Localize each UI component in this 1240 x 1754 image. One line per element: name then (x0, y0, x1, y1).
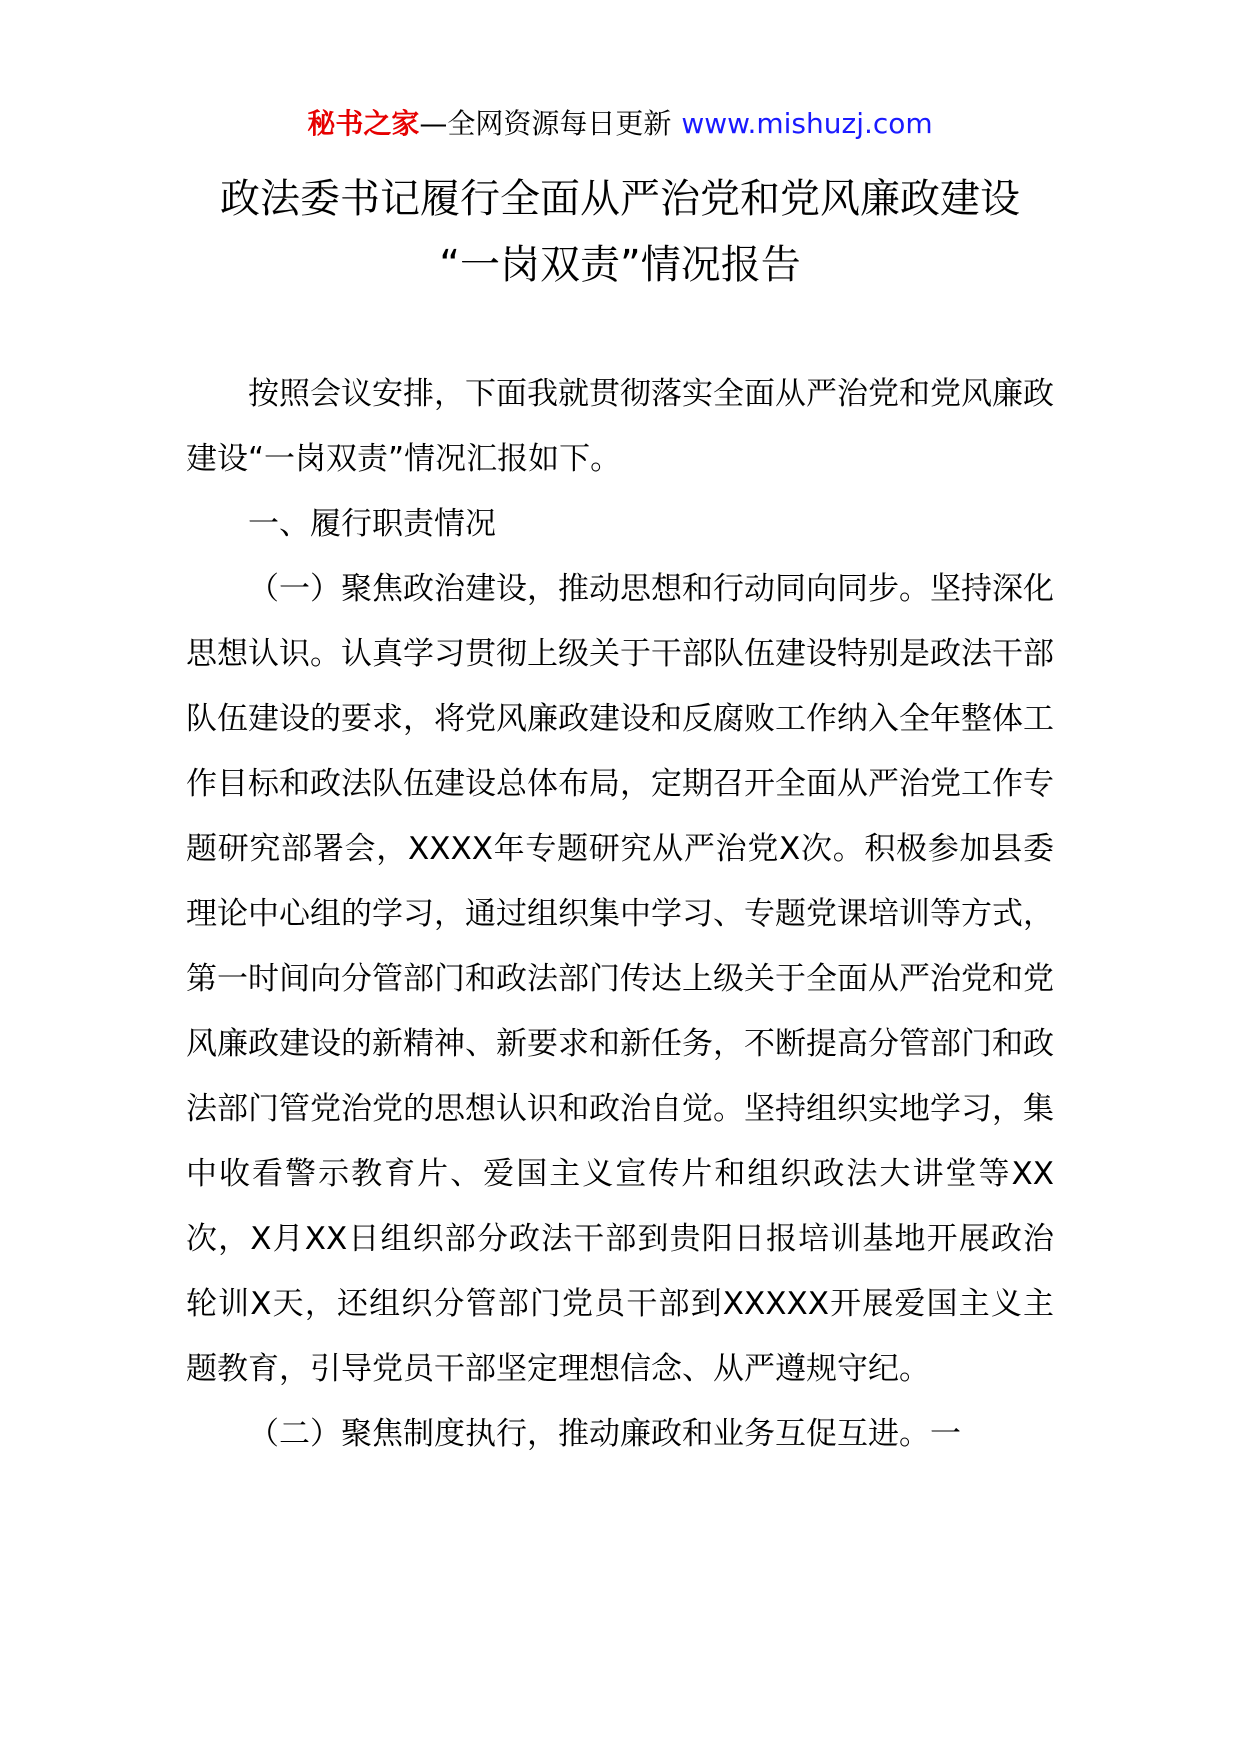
banner-tagline: —全网资源每日更新 (419, 107, 672, 140)
title-line-2: “一岗双责”情况报告 (439, 242, 801, 288)
site-banner (0, 104, 1240, 144)
document-title (0, 166, 1240, 298)
document-body (186, 362, 1054, 1467)
title-line-1: 政法委书记履行全面从严治党和党风廉政建设 (220, 176, 1020, 222)
intro-paragraph: 按照会议安排，下面我就贯彻落实全面从严治党和党风廉政建设“一岗双责”情况汇报如下。 (186, 376, 1054, 477)
site-url[interactable]: www.mishuzj.com (681, 107, 933, 140)
body-paragraph: （一）聚焦政治建设，推动思想和行动同向同步。坚持深化思想认识。认真学习贯彻上级关于干部队伍建设特别是政法干部队伍建设的要求，将党风廉政建设和反腐败工作纳入全年整体工作目标和政法队伍建设总体布局，定期召开全面从严治党工作专题研究部署会，XXXX年专题研究从严治党X次。积极参加县委理论中心组的学习，通过组织集中学习、专题党课培训等方式，第一时间向分管部门和政法部门传达上级关于全面从严治党和党风廉政建设的新精神、新要求和新任务，不断提高分管部门和政法部门管党治党的思想认识和政治自觉。坚持组织实地学习，集中收看警示教育片、爱国主义宣传片和组织政法大讲堂等XX次，X月XX日组织部分政法干部到贵阳日报培训基地开展政治轮训X天，还组织分管部门党员干部到XXXXX开展爱国主义主题教育，引导党员干部坚定理想信念、从严遵规守纪。 (186, 571, 1054, 1387)
section-heading: 一、履行职责情况 (248, 506, 496, 542)
brand-name: 秘书之家 (307, 107, 420, 140)
body-paragraph: （二）聚焦制度执行，推动廉政和业务互促互进。一 (248, 1416, 961, 1452)
